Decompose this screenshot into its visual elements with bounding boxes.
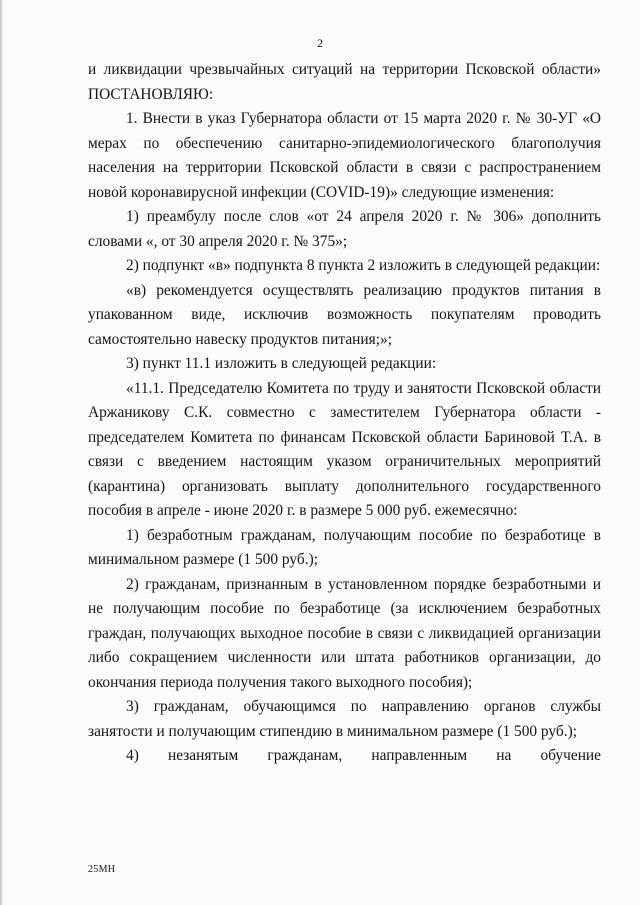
- document-body: [88, 58, 601, 769]
- paragraph-2: 1. Внести в указ Губернатора области от 15 марта 2020 г. № 30-УГ «О мерах по обеспечению санитарно-эпидемиологического благополучия населения на территории Псковской области в связи с распространением новой коронавирусной инфекции (COVID-19)» следующие изменения:: [88, 110, 601, 201]
- paragraph-5: «в) рекомендуется осуществлять реализацию продуктов питания в упакованном виде, исключив возможность покупателям проводить самостоятельно навеску продуктов питания;»;: [88, 281, 601, 348]
- paragraph-6: 3) пункт 11.1 изложить в следующей редакции:: [126, 355, 437, 372]
- paragraph-9: 2) гражданам, признанным в установленном порядке безработными и не получающим пособие по безработице (за исключением безработных граждан, получающих выходное пособие в связи с ликвидацией организации либо сокращением численности или штата работников организации, до окончания периода получения такого выходного пособия);: [88, 575, 601, 691]
- paragraph-1: и ликвидации чрезвычайных ситуаций на территории Псковской области» ПОСТАНОВЛЯЮ:: [88, 61, 601, 103]
- scan-edge-shadow: [0, 0, 3, 905]
- footer-code: 25МН: [88, 864, 116, 875]
- page-number: 2: [317, 36, 323, 50]
- paragraph-3: 1) преамбулу после слов «от 24 апреля 2020 г. № 306» дополнить словами «, от 30 апреля 2020 г. № 375»;: [88, 208, 601, 250]
- paragraph-7: «11.1. Председателю Комитета по труду и занятости Псковской области Аржаникову С.К. совместно с заместителем Губернатора области - председателем Комитета по финансам Псковской области Бариновой Т.А. в связи с введением настоящим указом ограничительных мероприятий (карантина) организовать выплату дополнительного государственного пособия в апреле - июне 2020 г. в размере 5 000 руб. ежемесячно:: [88, 379, 601, 519]
- paragraph-11: 4) незанятым гражданам, направленным на обучение: [126, 747, 601, 764]
- paragraph-4: 2) подпункт «в» подпункта 8 пункта 2 изложить в следующей редакции:: [126, 257, 601, 274]
- paragraph-10: 3) гражданам, обучающимся по направлению органов службы занятости и получающим стипендию в минимальном размере (1 500 руб.);: [88, 698, 601, 740]
- paragraph-8: 1) безработным гражданам, получающим пособие по безработице в минимальном размере (1 500 руб.);: [88, 526, 601, 568]
